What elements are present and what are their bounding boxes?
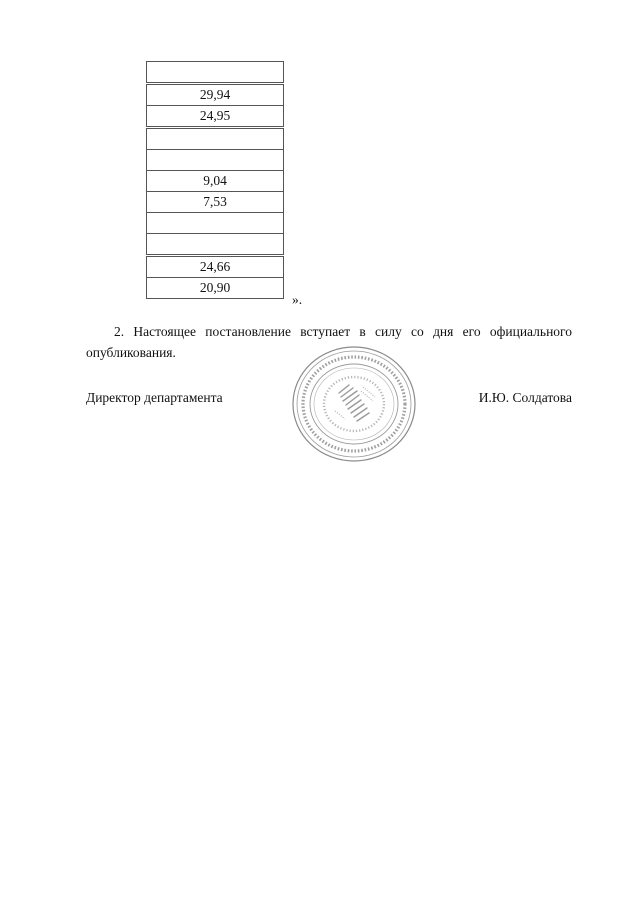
table-row: [147, 278, 284, 299]
table-cell: [147, 62, 284, 83]
table-cell: [147, 129, 284, 150]
table-cell: 20,90: [147, 278, 284, 299]
table-cell: [147, 213, 284, 234]
signatory-title: Директор департамента: [86, 390, 223, 405]
table-cell: 24,66: [147, 257, 284, 278]
table-cell: [147, 234, 284, 255]
table-cell: 7,53: [147, 192, 284, 213]
signatory-name: И.Ю. Солдатова: [478, 390, 572, 405]
values-table: [146, 61, 284, 299]
table-row: [147, 192, 284, 213]
table-cell: 9,04: [147, 171, 284, 192]
official-seal-icon: [291, 345, 417, 463]
table-cell: [147, 150, 284, 171]
resolution-paragraph: 2. Настоящее постановление вступает в силу со дня его официального опубликования.: [86, 324, 572, 360]
table-cell: 24,95: [147, 106, 284, 127]
table-cell: 29,94: [147, 85, 284, 106]
table-row: [147, 150, 284, 171]
table-row: [147, 234, 284, 255]
table-row: [147, 129, 284, 150]
closing-quote-mark: ».: [292, 292, 303, 307]
table-row: [147, 85, 284, 106]
table-row: [147, 171, 284, 192]
table-row: [147, 62, 284, 83]
table-row: [147, 257, 284, 278]
table-row: [147, 213, 284, 234]
table-row: [147, 106, 284, 127]
